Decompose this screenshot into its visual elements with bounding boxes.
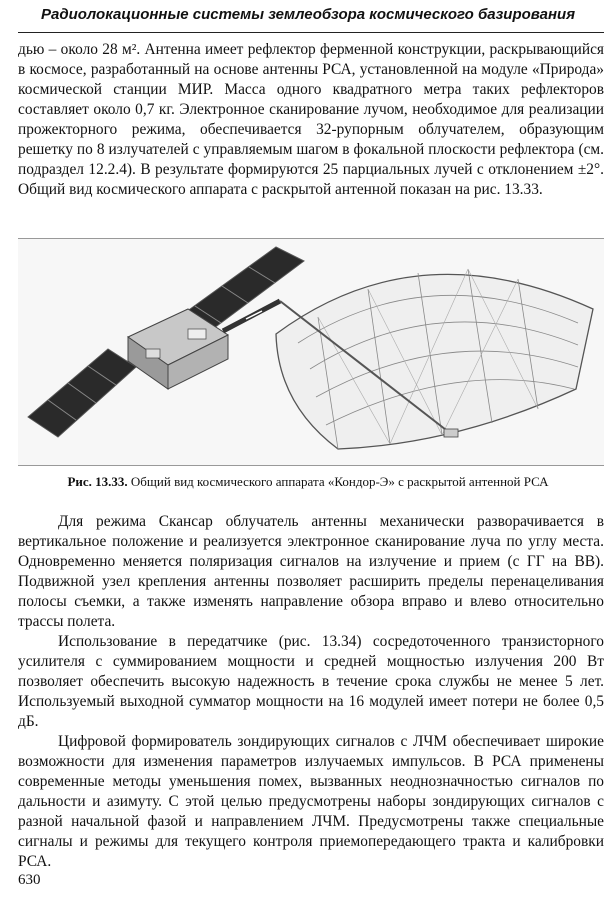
page-number: 630 xyxy=(18,872,41,888)
spacecraft-illustration xyxy=(18,239,604,465)
body-text xyxy=(18,512,604,872)
solar-panel-left xyxy=(28,349,136,437)
header-rule xyxy=(18,32,604,33)
page-header: Радиолокационные системы землеобзора космического базирования xyxy=(40,6,576,23)
figure-13-33 xyxy=(18,238,604,466)
paragraph-2: Для режима Скансар облучатель антенны механически разворачивается в вертикальное положение и реализуется электронное сканирование луча по углу места. Одновременно меняется поляризация сигналов на излучение и прием (с ГГ на ВВ). Подвижной узел крепления антенны позволяет расширить пределы перенацеливания полосы съемки, а также изменять направление обзора вправо и влево относительно трассы полета. xyxy=(18,513,604,630)
paragraph-1-text: дью – около 28 м². Антенна имеет рефлектор ферменной конструкции, раскрывающийся в космосе, разработанный на основе антенны РСА, установленной на модуле «Природа» космической станции МИР. Масса одного квадратного метра таких рефлекторов составляет около 0,7 кг. Электронное сканирование лучом, необходимое для реализации прожекторного режима, обеспечивается 32-рупорным облучателем, образующим решетку по 8 излучателей с управляемым шагом в фокальной плоскости рефлектора (см. подраздел 12.2.4). В результате формируются 25 парциальных лучей с отклонением ±2°. Общий вид космического аппарата с раскрытой антенной показан на рис. 13.33. xyxy=(18,41,604,198)
figure-label: Рис. 13.33. xyxy=(67,474,128,489)
feed-horn xyxy=(444,429,458,437)
paragraph-4: Цифровой формирователь зондирующих сигналов с ЛЧМ обеспечивает широкие возможности для изменения параметров излучаемых импульсов. В РСА применены современные методы уменьшения помех, вызванных неоднозначностью сигналов по дальности и азимуту. С этой целью предусмотрены наборы зондирующих сигналов с разной начальной фазой и направлением ЛЧМ. Предусмотрены также специальные сигналы и режимы для текущего контроля приемопередающего тракта и калибровки РСА. xyxy=(18,733,604,870)
paragraph-3: Использование в передатчике (рис. 13.34) сосредоточенного транзисторного усилителя с суммированием мощности и средней мощностью излучения 200 Вт позволяет обеспечить высокую надежность в течение срока службы не менее 5 лет. Используемый выходной сумматор мощности на 16 модулей имеет потери не более 0,5 дБ. xyxy=(18,633,604,730)
figure-caption xyxy=(0,474,616,490)
figure-caption-text: Общий вид космического аппарата «Кондор-Э» с раскрытой антенной РСА xyxy=(130,474,549,489)
paragraph-1 xyxy=(18,40,604,200)
